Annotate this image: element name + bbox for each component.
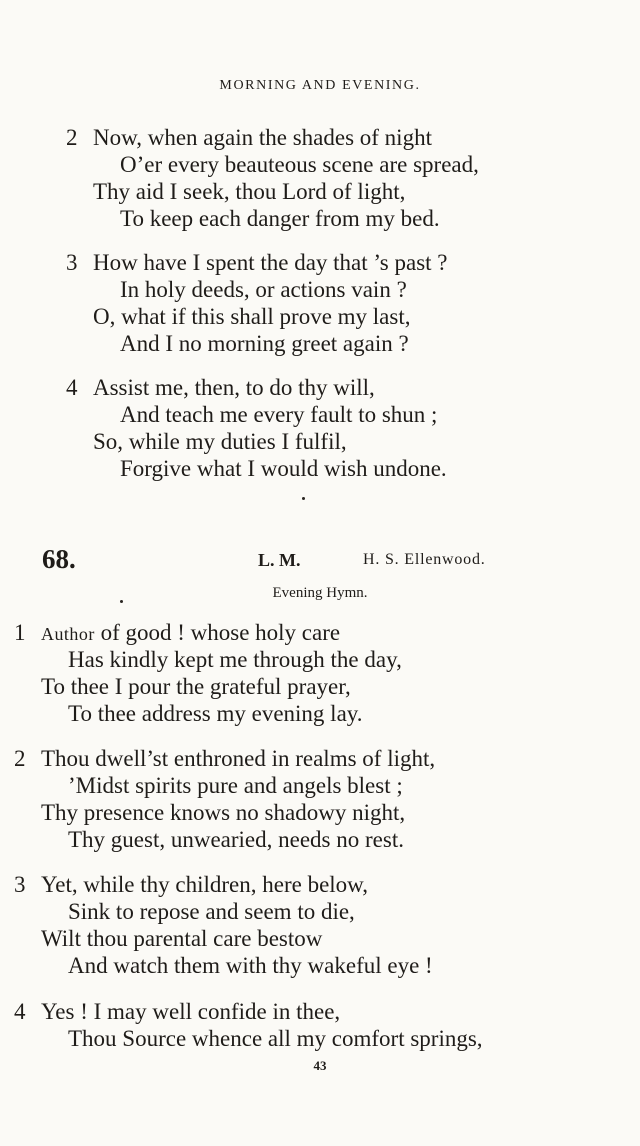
hymn-heading	[0, 544, 640, 580]
verse-line: Thou Source whence all my comfort springs,	[68, 1026, 483, 1051]
verse-number: 4	[66, 375, 78, 400]
verse-line: O’er every beauteous scene are spread,	[120, 152, 479, 177]
verse-line: Assist me, then, to do thy will,	[93, 375, 375, 400]
verse-line: Yet, while thy children, here below,	[41, 872, 369, 897]
verse-line: And teach me every fault to shun ;	[120, 402, 438, 427]
verse-line: To thee address my evening lay.	[68, 701, 363, 726]
verse-line: So, while my duties I fulfil,	[93, 429, 347, 454]
verse-number: 2	[66, 125, 78, 150]
page-number: 43	[313, 1058, 327, 1073]
verse-line: And I no morning greet again ?	[120, 331, 409, 356]
verse-line: To keep each danger from my bed.	[120, 206, 440, 231]
verse-number: 3	[66, 250, 78, 275]
prev-verse-2	[66, 124, 479, 232]
verse-line: Sink to repose and seem to die,	[68, 899, 355, 924]
verse-line: To thee I pour the grateful prayer,	[41, 674, 351, 699]
prev-verse-4	[66, 374, 447, 482]
verse-line: of good ! whose holy care	[94, 620, 341, 645]
hymn-meter: L. M.	[258, 550, 301, 570]
verse-line: Thy aid I seek, thou Lord of light,	[93, 179, 406, 204]
verse-2	[14, 745, 435, 853]
verse-4	[14, 998, 483, 1052]
verse-line: Now, when again the shades of night	[93, 125, 432, 150]
hymn-title: Evening Hymn.	[272, 585, 368, 601]
running-head: MORNING AND EVENING.	[219, 78, 421, 93]
verse-line: In holy deeds, or actions vain ?	[120, 277, 407, 302]
verse-1	[14, 619, 402, 727]
prev-verse-3	[66, 249, 448, 357]
hymn-author: H. S. Ellenwood.	[363, 551, 486, 568]
verse-number: 2	[14, 746, 26, 771]
verse-line: How have I spent the day that ’s past ?	[93, 250, 448, 275]
verse-number: 1	[14, 620, 26, 645]
verse-line: O, what if this shall prove my last,	[93, 304, 411, 329]
verse-line: Thy presence knows no shadowy night,	[41, 800, 406, 825]
verse-line: Yes ! I may well confide in thee,	[41, 999, 341, 1024]
verse-line: Thy guest, unwearied, needs no rest.	[68, 827, 404, 852]
verse-line: And watch them with thy wakeful eye !	[68, 953, 433, 978]
verse-3	[14, 871, 433, 979]
verse-number: 4	[14, 999, 26, 1024]
verse-number: 3	[14, 872, 26, 897]
first-word-small-caps: Author	[41, 624, 95, 644]
verse-line: ’Midst spirits pure and angels blest ;	[68, 773, 403, 798]
verse-line: Thou dwell’st enthroned in realms of light,	[41, 746, 436, 771]
verse-line: Wilt thou parental care bestow	[41, 926, 323, 951]
verse-line: Has kindly kept me through the day,	[68, 647, 402, 672]
verse-line: Forgive what I would wish undone.	[120, 456, 447, 481]
hymn-number: 68.	[42, 544, 76, 574]
